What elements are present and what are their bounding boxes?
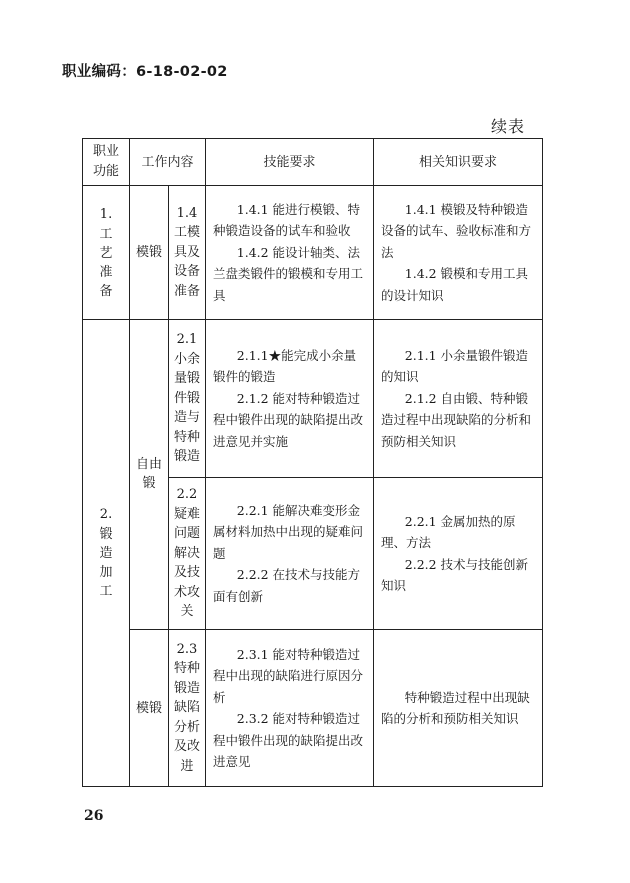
knowledge-item: 1.4.1 模锻及特种锻造设备的试车、验收标准和方法 — [381, 201, 532, 260]
skill-item: 2.2.2 在技术与技能方面有创新 — [213, 567, 361, 604]
header-skill-requirements: 技能要求 — [206, 139, 374, 186]
knowledge-item: 2.1.2 自由锻、特种锻造过程中出现缺陷的分析和预防相关知识 — [381, 390, 532, 449]
function-name: 工艺准备 — [99, 226, 113, 299]
skills-cell — [206, 320, 374, 478]
skill-item: 1.4.2 能设计轴类、法兰盘类锻件的锻模和专用工具 — [213, 244, 364, 303]
table-header-row — [83, 139, 543, 186]
content-cell: 1.4工模具及设备准备 — [169, 186, 206, 320]
skill-item: 2.3.2 能对特种锻造过程中锻件出现的缺陷提出改进意见 — [213, 711, 364, 769]
skill-item: 2.3.1 能对特种锻造过程中出现的缺陷进行原因分析 — [213, 646, 364, 705]
knowledge-item: 2.2.1 金属加热的原理、方法 — [381, 513, 516, 550]
table-row — [83, 320, 543, 478]
table-row — [83, 630, 543, 787]
function-number: 2. — [99, 507, 113, 522]
skill-item: 2.1.2 能对特种锻造过程中锻件出现的缺陷提出改进意见并实施 — [213, 390, 364, 449]
content-cell: 2.3特种锻造缺陷分析及改进 — [169, 630, 206, 787]
knowledge-cell — [374, 630, 543, 787]
knowledge-item: 2.1.1 小余量锻件锻造的知识 — [381, 347, 529, 385]
knowledge-cell — [374, 478, 543, 630]
header-knowledge-requirements: 相关知识要求 — [374, 139, 543, 186]
method-cell: 模锻 — [130, 186, 169, 320]
knowledge-item: 特种锻造过程中出现缺陷的分析和预防相关知识 — [381, 689, 530, 726]
content-cell: 2.2疑难问题解决及技术攻关 — [169, 478, 206, 630]
content-cell: 2.1小余量锻件锻造与特种锻造 — [169, 320, 206, 478]
header-work-content: 工作内容 — [130, 139, 206, 186]
function-name: 锻造加工 — [99, 527, 113, 599]
function-cell-forging — [83, 320, 130, 787]
header-function: 职业功能 — [83, 139, 130, 186]
knowledge-item: 1.4.2 锻模和专用工具的设计知识 — [381, 266, 529, 303]
skills-cell — [206, 478, 374, 630]
skills-cell — [206, 630, 374, 787]
continued-table-label: 续表 — [491, 117, 526, 136]
knowledge-cell — [374, 186, 543, 320]
knowledge-item: 2.2.2 技术与技能创新知识 — [381, 556, 529, 593]
skills-cell — [206, 186, 374, 320]
page-number: 26 — [84, 808, 104, 824]
skill-item: 1.4.1 能进行模锻、特种锻造设备的试车和验收 — [213, 201, 361, 239]
function-cell-prep — [83, 186, 130, 320]
skills-table — [82, 138, 543, 787]
occupation-code: 职业编码：6-18-02-02 — [62, 64, 228, 80]
function-number: 1. — [99, 206, 113, 222]
method-cell: 自由锻 — [130, 320, 169, 630]
skill-item: 2.2.1 能解决难变形金属材料加热中出现的疑难问题 — [213, 502, 364, 561]
table-row — [83, 186, 543, 320]
knowledge-cell — [374, 320, 543, 478]
skill-item: 2.1.1★能完成小余量锻件的锻造 — [213, 347, 357, 385]
method-cell: 模锻 — [130, 630, 169, 787]
